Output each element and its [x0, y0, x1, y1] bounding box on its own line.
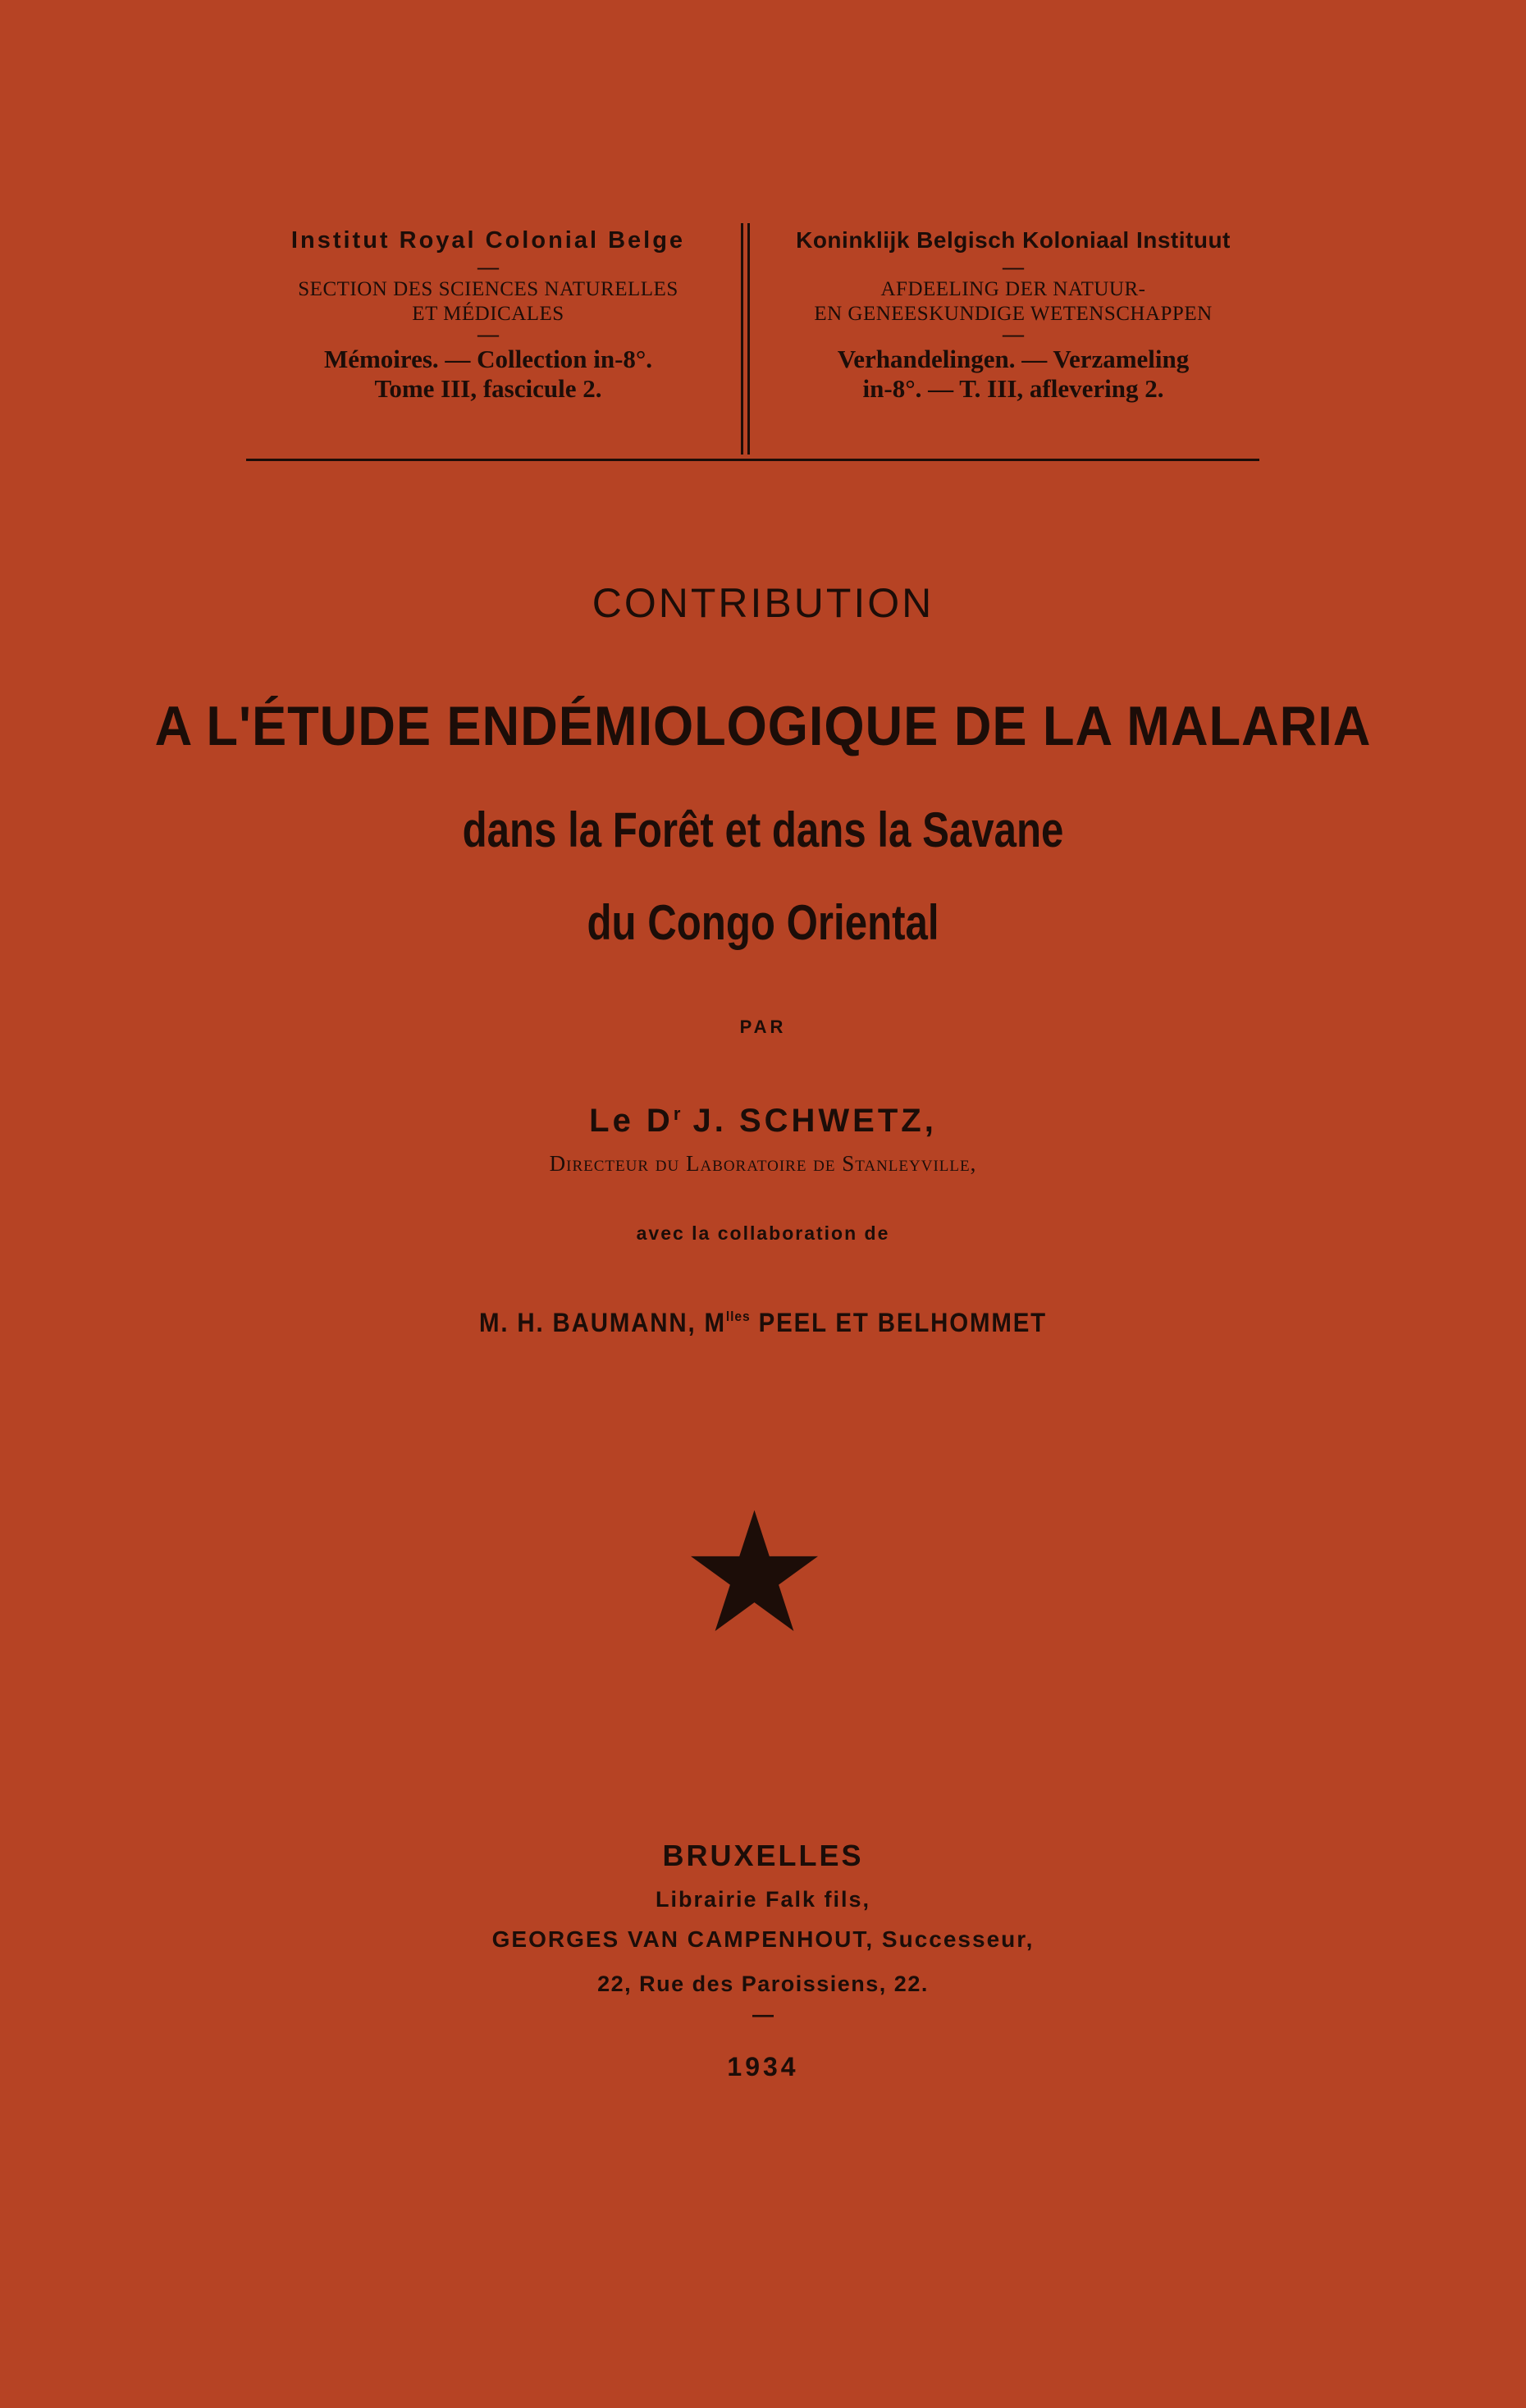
imprint-city: BRUXELLES: [662, 1839, 864, 1872]
imprint-publisher: Librairie Falk fils,: [655, 1887, 871, 1912]
institute-name-fr: Institut Royal Colonial Belge: [290, 227, 686, 254]
author-prefix-superscript: r: [673, 1103, 681, 1124]
star-icon: [691, 1510, 818, 1633]
title-subtitle-line2: du Congo Oriental: [587, 895, 939, 950]
institute-name-nl: Koninklijk Belgisch Koloniaal Instituut: [796, 227, 1231, 253]
contributors: [61, 1297, 1464, 1342]
author-prefix: Le D: [589, 1103, 674, 1139]
author-role: Directeur du Laboratoire de Stanleyville,: [549, 1151, 977, 1176]
header-divider-left: [741, 223, 743, 455]
header-right-dash-1: —: [1003, 255, 1024, 279]
header-divider-right: [747, 223, 750, 455]
title-contribution: CONTRIBUTION: [592, 580, 934, 626]
author-name: [0, 1091, 1526, 1144]
title-main: A L'ÉTUDE ENDÉMIOLOGIQUE DE LA MALARIA: [154, 695, 1372, 757]
byline-par: PAR: [739, 1017, 787, 1037]
collaboration-note: avec la collaboration de: [636, 1222, 890, 1244]
header-left-dash-1: —: [477, 255, 499, 279]
contributors-superscript: lles: [725, 1309, 751, 1324]
section-name-nl-line1: AFDEELING DER NATUUR-: [880, 278, 1146, 300]
header-right-column: [759, 222, 1268, 404]
header-right-dash-2: —: [1003, 322, 1024, 346]
imprint-year: 1934: [727, 2052, 799, 2081]
series-fr-line1: Mémoires. — Collection in-8°.: [323, 345, 653, 373]
section-name-fr-line2: ET MÉDICALES: [412, 303, 564, 325]
imprint-successor: GEORGES VAN CAMPENHOUT, Successeur,: [491, 1926, 1035, 1952]
author-surname: J. SCHWETZ,: [680, 1103, 937, 1139]
header-left-dash-2: —: [477, 322, 499, 346]
series-fr-line2: Tome III, fascicule 2.: [374, 374, 602, 403]
imprint-address: 22, Rue des Paroissiens, 22.: [597, 1972, 929, 1996]
series-nl-line2: in-8°. — T. III, aflevering 2.: [862, 374, 1164, 403]
header-left-column: [242, 222, 734, 404]
contributors-prefix: M. H. BAUMANN, M: [478, 1308, 726, 1337]
contributors-suffix: PEEL ET BELHOMMET: [750, 1308, 1048, 1337]
section-name-fr-line1: SECTION DES SCIENCES NATURELLES: [298, 278, 678, 300]
title-subtitle-line1: dans la Forêt et dans la Savane: [462, 802, 1064, 857]
imprint-dash: —: [752, 2002, 774, 2026]
header-bottom-rule: [246, 459, 1259, 461]
section-name-nl-line2: EN GENEESKUNDIGE WETENSCHAPPEN: [814, 303, 1213, 325]
series-nl-line1: Verhandelingen. — Verzameling: [837, 345, 1190, 373]
